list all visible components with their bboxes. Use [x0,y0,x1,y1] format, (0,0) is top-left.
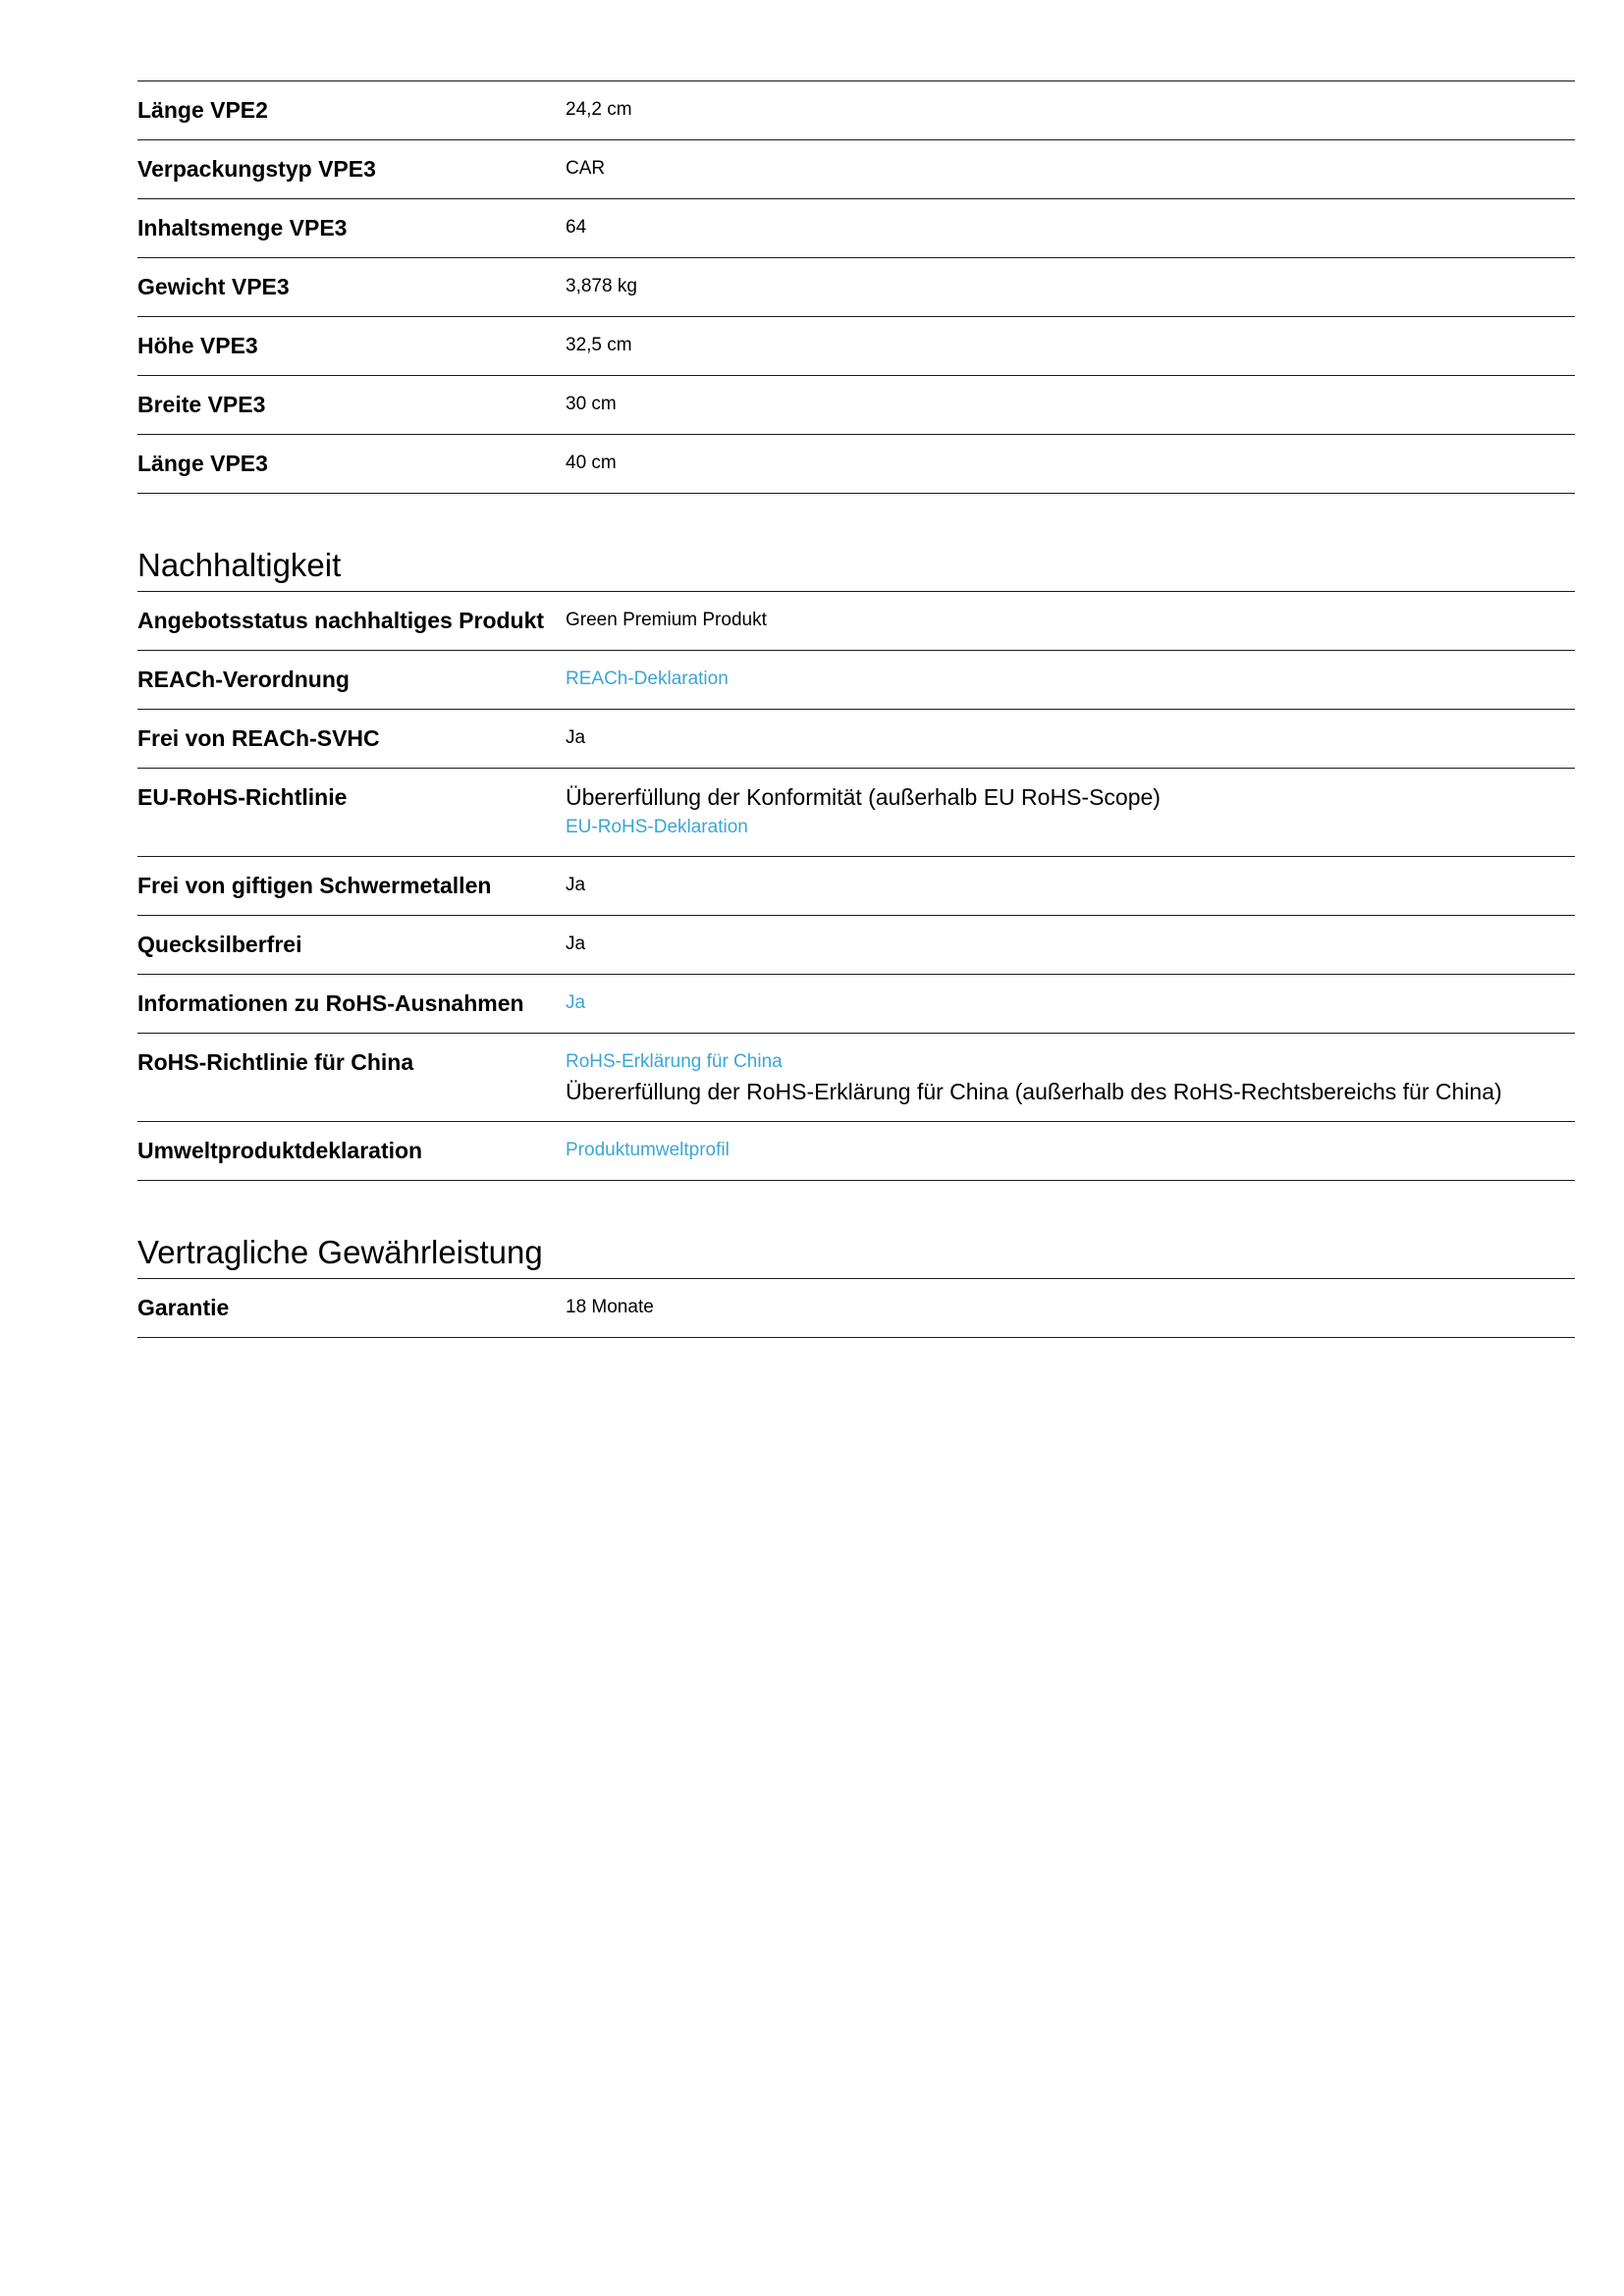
table-row [137,710,1575,769]
eu-rohs-declaration-link[interactable]: EU-RoHS-Deklaration [566,817,748,837]
environment-profile-link[interactable]: Produktumweltprofil [566,1140,730,1160]
table-row [137,1279,1575,1338]
table-row [137,857,1575,916]
row-value: CAR [566,158,606,179]
table-row [137,975,1575,1034]
row-value: 18 Monate [566,1297,654,1317]
row-value: 3,878 kg [566,276,637,296]
table-row [137,769,1575,857]
row-label: EU-RoHS-Richtlinie [137,784,348,810]
row-value: Ja [566,934,586,954]
row-label: Informationen zu RoHS-Ausnahmen [137,990,524,1016]
rohs-exemptions-link[interactable]: Ja [566,992,586,1013]
reach-declaration-link[interactable]: REACh-Deklaration [566,668,729,689]
table-row [137,317,1575,376]
row-value: Green Premium Produkt [566,610,767,630]
row-value: 40 cm [566,453,617,473]
warranty-table [137,1279,1575,1338]
table-row [137,435,1575,494]
row-value: 30 cm [566,394,617,414]
table-row [137,81,1575,140]
row-label: Länge VPE3 [137,451,268,476]
row-label: Inhaltsmenge VPE3 [137,215,348,240]
row-label: Angebotsstatus nachhaltiges Produkt [137,608,545,633]
table-row [137,376,1575,435]
table-row [137,1122,1575,1181]
table-row [137,199,1575,258]
row-value: 64 [566,217,587,238]
row-value: 32,5 cm [566,335,632,355]
sustainability-table [137,592,1575,1181]
row-value [566,1136,1575,1166]
row-label: Umweltproduktdeklaration [137,1138,423,1163]
table-row [137,592,1575,651]
row-label: REACh-Verordnung [137,667,350,692]
row-label: Frei von giftigen Schwermetallen [137,873,492,898]
table-row [137,140,1575,199]
row-label: Länge VPE2 [137,97,268,123]
row-value: Ja [566,727,586,748]
table-row [137,916,1575,975]
eu-rohs-status: Übererfüllung der Konformität (außerhalb EU RoHS-Scope) [566,784,1161,810]
packaging-table [137,81,1575,494]
row-value [566,988,1575,1019]
row-value: 24,2 cm [566,99,632,120]
row-value [566,782,1575,842]
row-label: Garantie [137,1295,230,1320]
row-label: Höhe VPE3 [137,333,258,358]
row-label: RoHS-Richtlinie für China [137,1049,414,1075]
row-label: Quecksilberfrei [137,932,302,957]
section-title-warranty: Vertragliche Gewährleistung [137,1233,1575,1279]
table-row [137,258,1575,317]
china-rohs-declaration-link[interactable]: RoHS-Erklärung für China [566,1051,783,1072]
table-row [137,651,1575,710]
row-label: Verpackungstyp VPE3 [137,156,376,182]
row-value [566,665,1575,695]
table-row [137,1034,1575,1122]
row-value: Ja [566,875,586,895]
row-label: Gewicht VPE3 [137,274,290,299]
page-content [137,80,1575,1338]
china-rohs-status: Übererfüllung der RoHS-Erklärung für China (außerhalb des RoHS-Rechtsbereichs für China) [566,1079,1502,1104]
row-value [566,1047,1575,1107]
row-label: Breite VPE3 [137,392,266,417]
row-label: Frei von REACh-SVHC [137,725,380,751]
section-title-sustainability: Nachhaltigkeit [137,546,1575,592]
